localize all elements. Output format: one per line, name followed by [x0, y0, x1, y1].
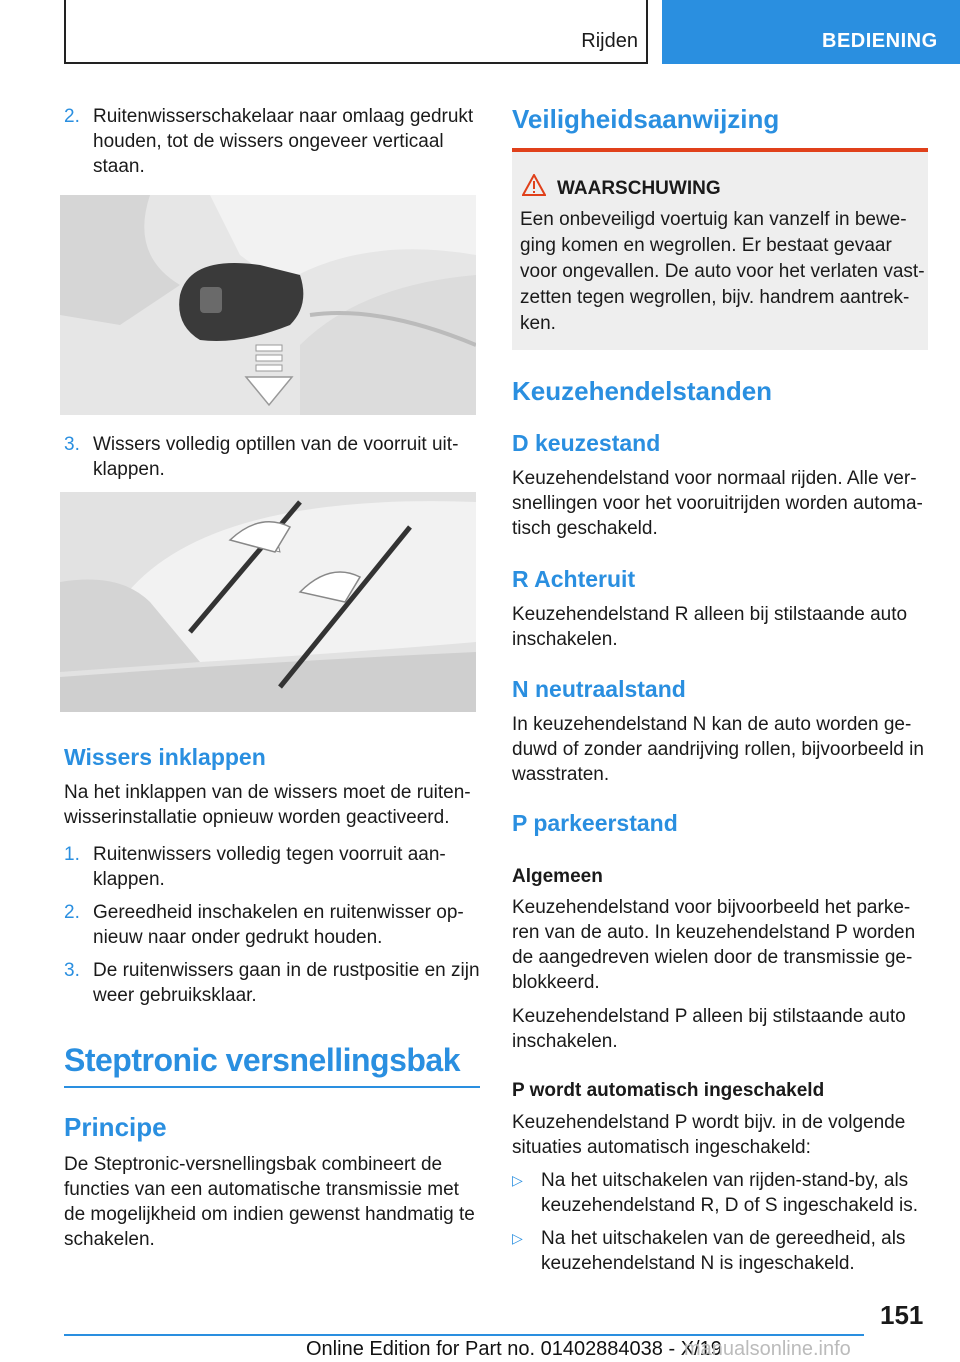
- step-text: Ruitenwissers volledig tegen voorruit aanklappen.: [93, 844, 446, 890]
- subheading-general: Algemeen: [512, 866, 603, 887]
- subheading-auto-p: P wordt automatisch ingeschakeld: [512, 1080, 825, 1101]
- principle-text: De Steptronic-versnellingsbak combineert de functies van een automatische transmissie met de mogelijkheid om indien gewenst handmatig te schakelen.: [64, 1154, 475, 1250]
- footer-rule: [64, 1334, 864, 1336]
- step-number: 2.: [64, 902, 80, 923]
- step-number: 3.: [64, 434, 80, 455]
- footer-watermark: manualsonline.info: [684, 1338, 851, 1360]
- step-number: 3.: [64, 960, 80, 981]
- chapter-rule: [64, 1086, 480, 1088]
- bullet-text: Na het uitschakelen van de gereedheid, als keuzehendelstand N is ingeschakeld.: [541, 1228, 906, 1274]
- position-title-p: P parkeerstand: [512, 810, 678, 836]
- position-title-n: N neutraalstand: [512, 676, 686, 702]
- position-title-d: D keuzestand: [512, 430, 661, 456]
- windshield-illustration: [60, 492, 476, 712]
- section-title-principle: Principe: [64, 1112, 167, 1142]
- step-text: Gereedheid inschakelen en ruitenwisser opnieuw naar onder gedrukt houden.: [93, 902, 464, 948]
- wiper-lever-image: [60, 195, 476, 415]
- step-text: Ruitenwisserschakelaar naar omlaag gedrukt houden, tot de wissers ongeveer verticaal staan.: [93, 106, 474, 177]
- chapter-title-steptronic: Steptronic versnellingsbak: [64, 1042, 461, 1078]
- position-title-r: R Achteruit: [512, 566, 636, 592]
- bullet-marker-icon: ▷: [512, 1230, 523, 1246]
- page-number: 151: [880, 1300, 924, 1330]
- section-title-wipers-fold: Wissers inklappen: [64, 744, 266, 770]
- windshield-wipers-image: [60, 492, 476, 712]
- warning-text: Een onbeveiligd voertuig kan vanzelf in beweging komen en wegrollen. Er bestaat gevaar voor ongevallen. De auto voor het verlaten vastzetten tegen wegrollen, bijv. handrem aantrekken.: [520, 209, 925, 334]
- step-text: Wissers volledig optillen van de voorruit uitklappen.: [93, 434, 459, 480]
- footer-edition: Online Edition for Part no. 01402884038 - X/19: [306, 1338, 722, 1360]
- step-number: 2.: [64, 106, 80, 127]
- warning-box: [512, 148, 928, 350]
- general-text: Keuzehendelstand voor bijvoorbeeld het parkeren van de auto. In keuzehendelstand P worden de aangedreven wielen door de transmissie geblokkeerd.: [512, 897, 916, 993]
- section-title-positions: Keuzehendelstanden: [512, 376, 773, 406]
- position-text-d: Keuzehendelstand voor normaal rijden. Alle versnellingen voor het vooruitrijden worden automatisch geschakeld.: [512, 468, 923, 539]
- bullet-marker-icon: ▷: [512, 1172, 523, 1188]
- warning-triangle-icon: [522, 174, 546, 196]
- position-text-r: Keuzehendelstand R alleen bij stilstaande auto inschakelen.: [512, 604, 908, 650]
- step-text: De ruitenwissers gaan in de rustpositie en zijn weer gebruiksklaar.: [93, 960, 480, 1006]
- warning-label: WAARSCHUWING: [557, 178, 721, 199]
- auto-p-text: Keuzehendelstand P wordt bijv. in de volgende situaties automatisch ingeschakeld:: [512, 1112, 906, 1158]
- step-number: 1.: [64, 844, 80, 865]
- header-section: Rijden: [581, 30, 638, 52]
- general-text-2: Keuzehendelstand P alleen bij stilstaande auto inschakelen.: [512, 1006, 906, 1052]
- header-chapter: BEDIENING: [662, 0, 960, 64]
- fold-intro: Na het inklappen van de wissers moet de ruitenwisserinstallatie opnieuw worden geactiveerd.: [64, 782, 471, 828]
- wiper-lever-illustration: [60, 195, 476, 415]
- position-text-n: In keuzehendelstand N kan de auto worden geduwd of zonder aandrijving rollen, bijvoorbeeld in wasstraten.: [512, 714, 924, 785]
- section-title-safety: Veiligheidsaanwijzing: [512, 104, 780, 134]
- header-frame: [64, 0, 648, 64]
- bullet-text: Na het uitschakelen van rijden-stand-by, als keuzehendelstand R, D of S ingeschakeld is.: [541, 1170, 919, 1216]
